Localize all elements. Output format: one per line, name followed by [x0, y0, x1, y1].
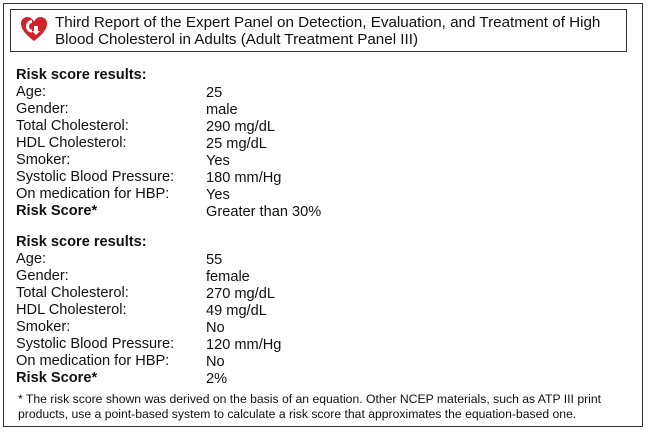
row-label: Age:	[16, 251, 47, 267]
row-label: Systolic Blood Pressure:	[16, 169, 175, 185]
result-row-total-cholesterol	[16, 285, 616, 302]
result-row-hdl-cholesterol	[16, 135, 616, 152]
results-section-2	[16, 234, 616, 387]
result-row-hbp-medication	[16, 353, 616, 370]
row-value: 2%	[206, 371, 228, 387]
result-row-gender	[16, 101, 616, 118]
result-row-total-cholesterol	[16, 118, 616, 135]
row-label: HDL Cholesterol:	[16, 302, 127, 318]
row-value: 25 mg/dL	[206, 136, 267, 152]
row-value: 120 mm/Hg	[206, 337, 282, 353]
row-value: 270 mg/dL	[206, 286, 275, 302]
result-row-smoker	[16, 319, 616, 336]
document-frame	[3, 3, 643, 427]
result-row-risk-score	[16, 203, 616, 220]
row-value: Greater than 30%	[206, 204, 322, 220]
row-label: Total Cholesterol:	[16, 118, 129, 134]
row-label: Risk Score*	[16, 203, 98, 219]
result-row-hbp-medication	[16, 186, 616, 203]
header-box	[10, 9, 627, 52]
row-value: 25	[206, 85, 223, 101]
row-label: Total Cholesterol:	[16, 285, 129, 301]
row-value: 55	[206, 252, 223, 268]
row-label: Systolic Blood Pressure:	[16, 336, 175, 352]
result-row-risk-score	[16, 370, 616, 387]
result-row-age	[16, 84, 616, 101]
section-heading: Risk score results:	[16, 67, 147, 83]
row-label: On medication for HBP:	[16, 186, 170, 202]
row-label: Gender:	[16, 268, 69, 284]
result-row-hdl-cholesterol	[16, 302, 616, 319]
row-label: Risk Score*	[16, 370, 98, 386]
row-value: No	[206, 354, 225, 370]
row-value: male	[206, 102, 238, 118]
row-value: Yes	[206, 187, 230, 203]
section-heading: Risk score results:	[16, 234, 147, 250]
row-value: female	[206, 269, 250, 285]
result-row-age	[16, 251, 616, 268]
row-label: HDL Cholesterol:	[16, 135, 127, 151]
row-value: 49 mg/dL	[206, 303, 267, 319]
row-label: Smoker:	[16, 152, 71, 168]
result-row-systolic-bp	[16, 336, 616, 353]
heart-logo-icon	[19, 14, 49, 44]
result-row-systolic-bp	[16, 169, 616, 186]
row-value: 180 mm/Hg	[206, 170, 282, 186]
row-label: Age:	[16, 84, 47, 100]
result-row-smoker	[16, 152, 616, 169]
row-label: Gender:	[16, 101, 69, 117]
row-value: 290 mg/dL	[206, 119, 275, 135]
page-title: Third Report of the Expert Panel on Detection, Evaluation, and Treatment of High Blood Cholesterol in Adults (Adult Treatment Panel III)	[55, 14, 601, 48]
row-value: No	[206, 320, 225, 336]
row-label: On medication for HBP:	[16, 353, 170, 369]
results-section-1	[16, 67, 616, 220]
row-value: Yes	[206, 153, 230, 169]
footnote: * The risk score shown was derived on the basis of an equation. Other NCEP materials, such as ATP III print products, use a point-based system to calculate a risk score that approximates the equation-based one.	[18, 392, 602, 421]
row-label: Smoker:	[16, 319, 71, 335]
result-row-gender	[16, 268, 616, 285]
